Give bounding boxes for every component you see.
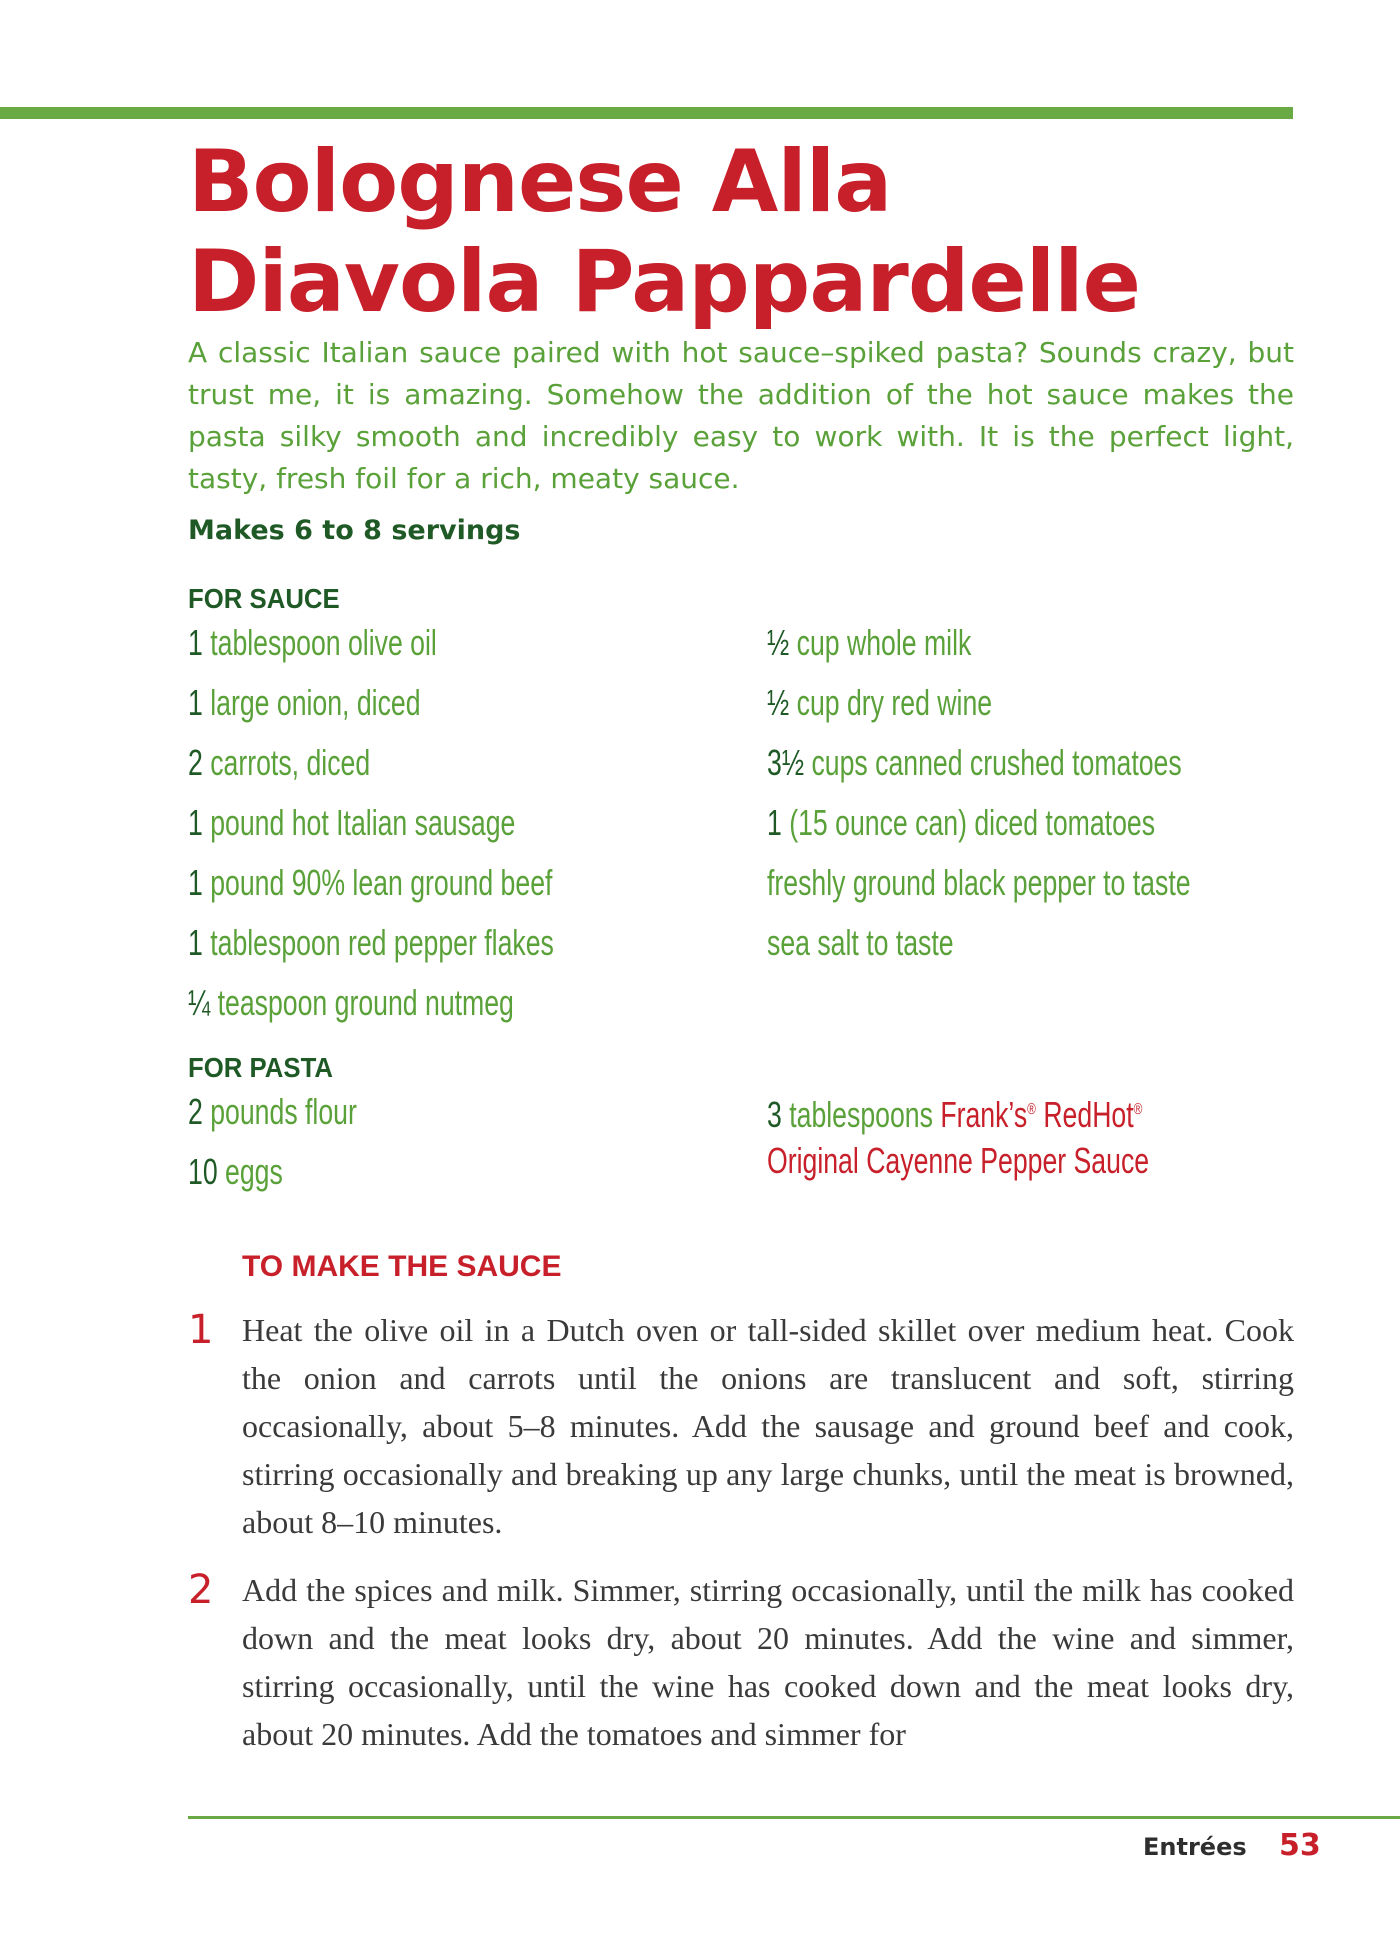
ingredient-qty: 1 xyxy=(767,802,782,843)
ingredient-item xyxy=(767,858,1191,918)
registered-mark: ® xyxy=(1027,1101,1036,1118)
ingredient-text: eggs xyxy=(225,1151,283,1192)
ingredient-text: pound hot Italian sausage xyxy=(210,802,516,843)
ingredient-item xyxy=(767,738,1191,798)
brand-product: Original Cayenne Pepper Sauce xyxy=(767,1140,1150,1181)
ingredient-text: tablespoons xyxy=(789,1094,933,1135)
ingredient-text: pound 90% lean ground beef xyxy=(210,862,553,903)
ingredient-text: large onion, diced xyxy=(210,682,421,723)
brand-name: Frank’s xyxy=(940,1094,1028,1135)
page-number: 53 xyxy=(1279,1828,1321,1863)
ingredient-text: cups canned crushed tomatoes xyxy=(811,742,1182,783)
recipe-title-line-2: Diavola Pappardelle xyxy=(188,232,1140,332)
step-number: 2 xyxy=(188,1567,214,1613)
ingredient-qty: 2 xyxy=(188,742,203,783)
brand-name: RedHot xyxy=(1043,1094,1134,1135)
step-1 xyxy=(188,1306,1294,1546)
ingredient-qty: 1 xyxy=(188,862,203,903)
ingredient-text: tablespoon olive oil xyxy=(210,622,437,663)
ingredient-text: freshly ground black pepper to taste xyxy=(767,862,1191,903)
ingredient-qty: 1 xyxy=(188,682,203,723)
sauce-ingredients-right xyxy=(767,618,1339,978)
ingredient-text: carrots, diced xyxy=(210,742,371,783)
ingredient-item xyxy=(188,678,554,738)
recipe-title-line-1: Bolognese Alla xyxy=(188,132,892,232)
ingredient-item xyxy=(767,798,1191,858)
ingredient-qty: 1 xyxy=(188,922,203,963)
ingredient-qty: 1 xyxy=(188,802,203,843)
pasta-heading: FOR PASTA xyxy=(188,1052,334,1083)
pasta-ingredients-left xyxy=(188,1087,416,1207)
ingredient-qty: ½ xyxy=(767,682,790,723)
recipe-title xyxy=(188,132,1298,332)
ingredient-item xyxy=(188,738,554,798)
ingredient-qty: 3½ xyxy=(767,742,805,783)
ingredient-text: tablespoon red pepper flakes xyxy=(210,922,554,963)
recipe-intro: A classic Italian sauce paired with hot sauce–spiked pasta? Sounds crazy, but trust me, it is amazing. Somehow the addition of the hot sauce makes the pasta silky smooth and incredibly easy to work with. It is the perfect light, tasty, fresh foil for a rich, meaty sauce. xyxy=(188,336,1294,495)
ingredient-item-hot-sauce xyxy=(767,1087,1181,1184)
ingredient-item xyxy=(188,798,554,858)
ingredient-text: teaspoon ground nutmeg xyxy=(217,982,514,1023)
ingredient-qty: 2 xyxy=(188,1091,203,1132)
bottom-rule xyxy=(188,1816,1400,1819)
pasta-ingredients-right xyxy=(767,1087,1327,1184)
top-rule xyxy=(0,107,1293,119)
ingredient-text: (15 ounce can) diced tomatoes xyxy=(789,802,1156,843)
ingredient-qty: 10 xyxy=(188,1151,218,1192)
step-text: Heat the olive oil in a Dutch oven or tall-sided skillet over medium heat. Cook the onion and carrots until the onions are translucent and soft, stirring occasionally, about 5–8 minutes. Add the sausage and ground beef and cook, stirring occasionally and breaking up any large chunks, until the meat is browned, about 8–10 minutes. xyxy=(242,1312,1294,1540)
ingredient-qty: 1 xyxy=(188,622,203,663)
ingredient-item xyxy=(767,678,1191,738)
ingredient-qty: 3 xyxy=(767,1094,782,1135)
footer-section-name: Entrées xyxy=(1143,1833,1247,1861)
step-number: 1 xyxy=(188,1307,214,1353)
ingredient-item xyxy=(188,1087,357,1147)
steps-heading: TO MAKE THE SAUCE xyxy=(242,1250,562,1283)
ingredient-text: pounds flour xyxy=(210,1091,357,1132)
ingredient-text: cup whole milk xyxy=(796,622,972,663)
ingredient-item xyxy=(767,618,1191,678)
registered-mark: ® xyxy=(1133,1101,1143,1118)
ingredient-item xyxy=(188,978,554,1038)
step-text: Add the spices and milk. Simmer, stirring occasionally, until the milk has cooked down and the meat looks dry, about 20 minutes. Add the wine and simmer, stirring occasionally, until the wine has cooked down and the meat looks dry, about 20 minutes. Add the tomatoes and simmer for xyxy=(242,1572,1294,1752)
ingredient-text: sea salt to taste xyxy=(767,922,954,963)
ingredient-item xyxy=(188,1147,357,1207)
recipe-yield: Makes 6 to 8 servings xyxy=(188,515,521,546)
ingredient-text: cup dry red wine xyxy=(796,682,993,723)
sauce-heading: FOR SAUCE xyxy=(188,583,340,614)
sauce-ingredients-left xyxy=(188,618,682,1038)
ingredient-qty: ½ xyxy=(767,622,790,663)
ingredient-item xyxy=(767,918,1191,978)
ingredient-item xyxy=(188,618,554,678)
ingredient-item xyxy=(188,918,554,978)
step-2 xyxy=(188,1566,1294,1758)
ingredient-item xyxy=(188,858,554,918)
ingredient-qty: ¼ xyxy=(188,982,211,1023)
